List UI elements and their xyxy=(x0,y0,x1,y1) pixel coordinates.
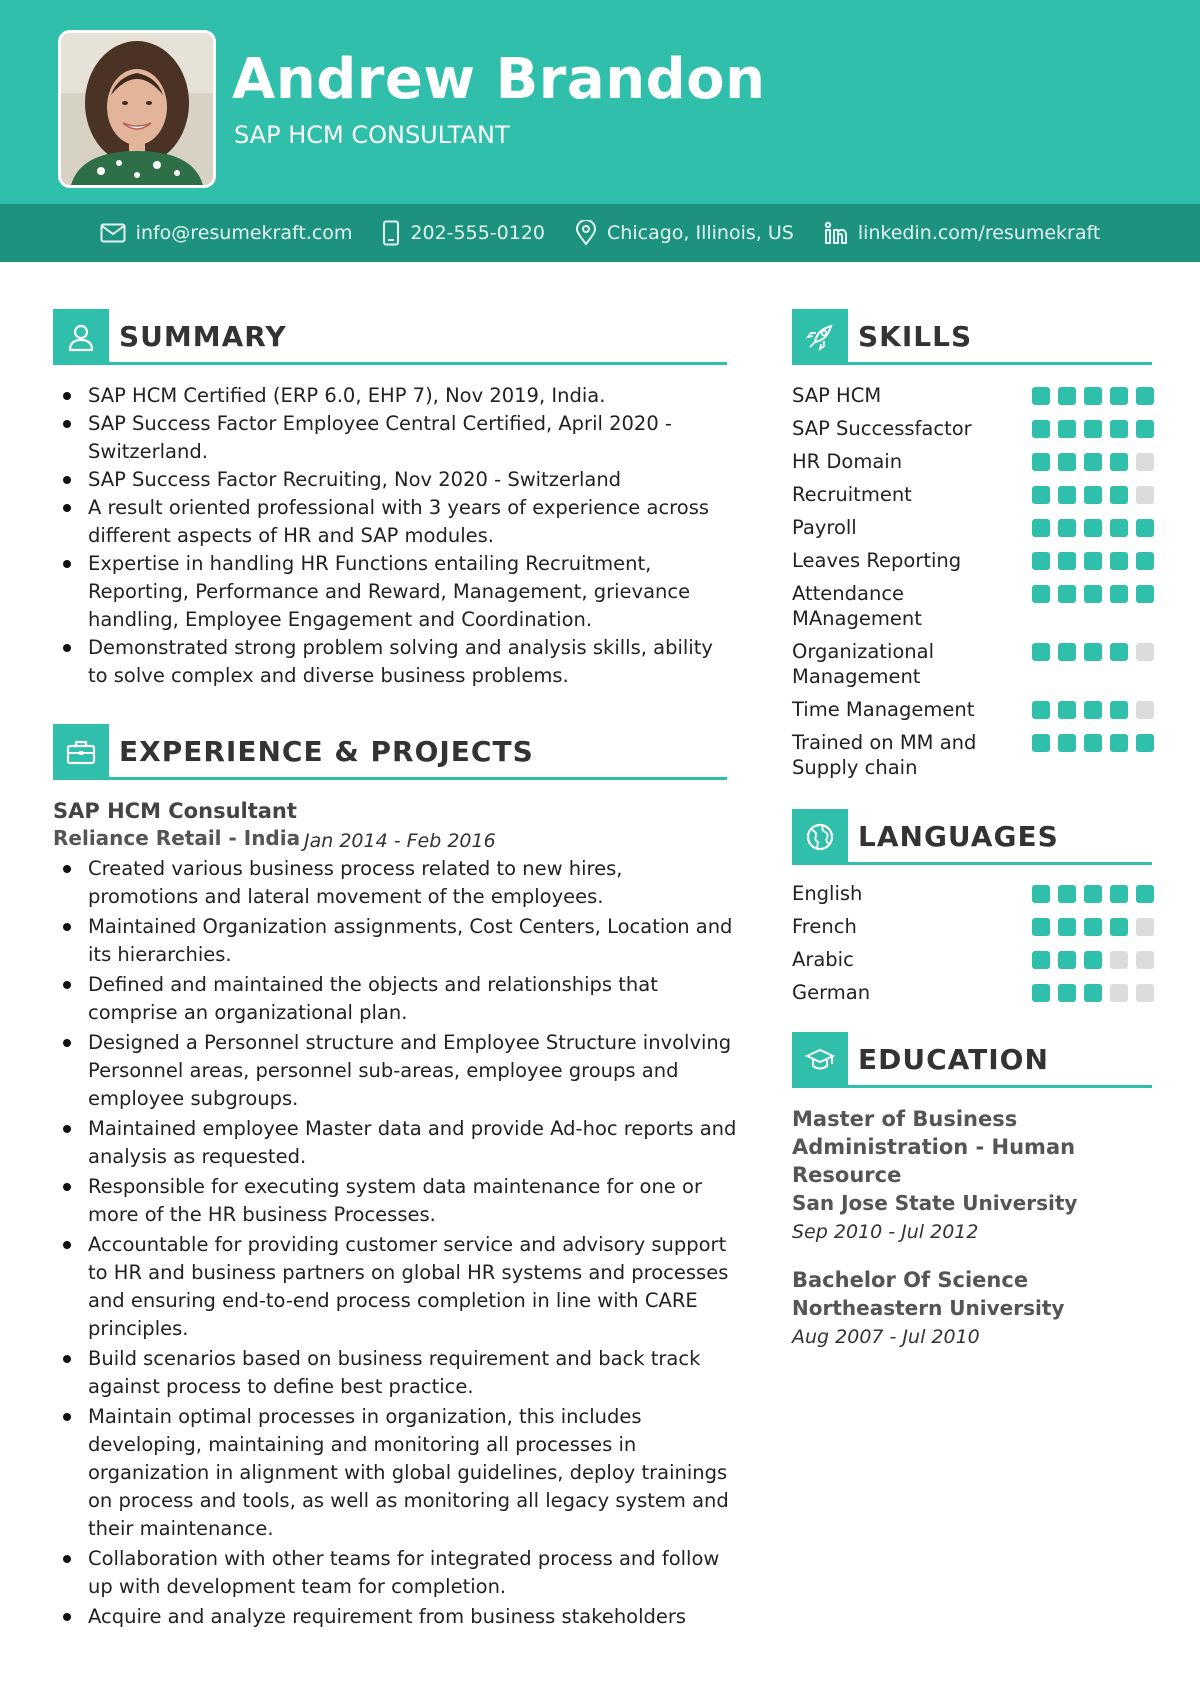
rating-label: Recruitment xyxy=(792,483,912,506)
rating-dot-empty xyxy=(1110,951,1128,969)
rating-dot-filled xyxy=(1110,486,1128,504)
rating-dot-filled xyxy=(1058,885,1076,903)
user-icon xyxy=(53,309,109,365)
rating-dot-filled xyxy=(1136,387,1154,405)
rating-label: French xyxy=(792,915,857,938)
rating-label: English xyxy=(792,882,863,905)
bullet-item: Maintained employee Master data and provide Ad-hoc reports and analysis as requested. xyxy=(53,1115,737,1171)
school: Northeastern University xyxy=(792,1296,1065,1320)
resume-header xyxy=(0,0,1200,204)
rating-dot-filled xyxy=(1110,420,1128,438)
education-heading: EDUCATION xyxy=(858,1043,1049,1076)
skills-heading: SKILLS xyxy=(858,320,973,353)
rating-row xyxy=(792,449,1154,474)
rating-dot-filled xyxy=(1032,643,1050,661)
rating-label: German xyxy=(792,981,871,1004)
rating-row xyxy=(792,515,1154,540)
rating-dots xyxy=(1032,581,1154,603)
linkedin-icon xyxy=(824,221,848,245)
section-divider xyxy=(109,777,727,780)
bullet-item: Accountable for providing customer service and advisory support to HR and business partners on global HR systems and processes and ensuring end-to-end process completion in line with CARE principles. xyxy=(53,1231,737,1343)
rating-dot-filled xyxy=(1110,453,1128,471)
summary-heading: SUMMARY xyxy=(119,320,287,353)
rating-dot-filled xyxy=(1032,486,1050,504)
rating-dot-filled xyxy=(1136,420,1154,438)
rating-dot-filled xyxy=(1058,387,1076,405)
rating-dot-filled xyxy=(1084,951,1102,969)
rating-dot-filled xyxy=(1084,552,1102,570)
rating-dot-filled xyxy=(1136,585,1154,603)
rating-dot-filled xyxy=(1084,643,1102,661)
rating-dots xyxy=(1032,730,1154,752)
rating-dot-filled xyxy=(1084,585,1102,603)
job-dates: Jan 2014 - Feb 2016 xyxy=(304,830,496,852)
rating-label: Trained on MM and Supply chain xyxy=(792,731,977,779)
rating-dot-filled xyxy=(1084,519,1102,537)
bullet-item: Acquire and analyze requirement from business stakeholders xyxy=(53,1603,737,1631)
rating-dot-filled xyxy=(1110,734,1128,752)
rating-dot-filled xyxy=(1032,387,1050,405)
rating-dot-filled xyxy=(1058,453,1076,471)
school: San Jose State University xyxy=(792,1191,1078,1215)
contact-phone-text: 202-555-0120 xyxy=(410,222,546,244)
rating-label: SAP Successfactor xyxy=(792,417,972,440)
rating-dot-empty xyxy=(1110,984,1128,1002)
experience-list xyxy=(53,855,737,1633)
rating-dots xyxy=(1032,947,1154,969)
rating-dots xyxy=(1032,639,1154,661)
rating-dot-filled xyxy=(1032,918,1050,936)
bullet-item: Maintained Organization assignments, Cost Centers, Location and its hierarchies. xyxy=(53,913,737,969)
rating-dot-empty xyxy=(1136,486,1154,504)
candidate-title: SAP HCM CONSULTANT xyxy=(234,121,510,149)
bullet-item: Collaboration with other teams for integrated process and follow up with development team for completion. xyxy=(53,1545,737,1601)
rating-label: SAP HCM xyxy=(792,384,882,407)
education-entry xyxy=(792,1105,1162,1247)
profile-photo xyxy=(58,30,216,188)
contact-bar xyxy=(0,204,1200,262)
rating-dot-filled xyxy=(1110,585,1128,603)
rating-row xyxy=(792,383,1154,408)
rating-dot-filled xyxy=(1032,552,1050,570)
summary-list xyxy=(53,382,733,690)
rating-dot-filled xyxy=(1058,420,1076,438)
rating-dots xyxy=(1032,482,1154,504)
rating-dot-filled xyxy=(1032,734,1050,752)
rating-dot-filled xyxy=(1032,519,1050,537)
rocket-icon xyxy=(792,309,848,365)
map-pin-icon xyxy=(575,220,597,246)
rating-dots xyxy=(1032,416,1154,438)
rating-dot-filled xyxy=(1032,701,1050,719)
rating-dots xyxy=(1032,449,1154,471)
bullet-item: Expertise in handling HR Functions entailing Recruitment, Reporting, Performance and Reward, Management, grievance handling, Employee Engagement and Coordination. xyxy=(53,550,733,634)
rating-label: HR Domain xyxy=(792,450,903,473)
rating-label: Time Management xyxy=(792,698,975,721)
rating-dots xyxy=(1032,914,1154,936)
rating-dot-filled xyxy=(1084,984,1102,1002)
rating-dot-filled xyxy=(1058,701,1076,719)
contact-location-text: Chicago, Illinois, US xyxy=(607,222,794,244)
rating-row xyxy=(792,581,1154,631)
rating-row xyxy=(792,881,1154,906)
bullet-item: Defined and maintained the objects and relationships that comprise an organizational plan. xyxy=(53,971,737,1027)
rating-row xyxy=(792,639,1154,689)
bullet-item: Build scenarios based on business requirement and back track against process to define best practice. xyxy=(53,1345,737,1401)
rating-dot-filled xyxy=(1110,552,1128,570)
rating-dots xyxy=(1032,881,1154,903)
rating-dot-filled xyxy=(1110,701,1128,719)
bullet-item: Responsible for executing system data maintenance for one or more of the HR business Processes. xyxy=(53,1173,737,1229)
job-company: Reliance Retail - India xyxy=(53,826,301,850)
rating-dot-filled xyxy=(1058,519,1076,537)
rating-label: Arabic xyxy=(792,948,854,971)
rating-dots xyxy=(1032,383,1154,405)
bullet-item: Maintain optimal processes in organization, this includes developing, maintaining and monitoring all processes in organization in alignment with global guidelines, deploy trainings on process and tools, as well as monitoring all legacy system and their maintenance. xyxy=(53,1403,737,1543)
rating-dot-filled xyxy=(1136,552,1154,570)
rating-dot-filled xyxy=(1110,918,1128,936)
contact-phone[interactable] xyxy=(382,220,545,246)
bullet-item: A result oriented professional with 3 years of experience across different aspects of HR and SAP modules. xyxy=(53,494,733,550)
rating-row xyxy=(792,482,1154,507)
job-role: SAP HCM Consultant xyxy=(53,799,297,823)
rating-dot-filled xyxy=(1058,486,1076,504)
rating-row xyxy=(792,697,1154,722)
education-dates: Sep 2010 - Jul 2012 xyxy=(792,1221,979,1243)
rating-dot-filled xyxy=(1032,420,1050,438)
rating-dot-filled xyxy=(1058,951,1076,969)
summary-section-header xyxy=(53,309,727,365)
degree: Bachelor Of Science xyxy=(792,1268,1029,1292)
rating-label: Payroll xyxy=(792,516,857,539)
rating-row xyxy=(792,980,1154,1005)
rating-dot-filled xyxy=(1032,585,1050,603)
contact-linkedin-text: linkedin.com/resumekraft xyxy=(857,222,1101,244)
bullet-item: SAP Success Factor Employee Central Certified, April 2020 - Switzerland. xyxy=(53,410,733,466)
contact-email-text: info@resumekraft.com xyxy=(135,222,353,244)
rating-label: Leaves Reporting xyxy=(792,549,962,572)
section-divider xyxy=(109,362,727,365)
rating-row xyxy=(792,548,1154,573)
phone-icon xyxy=(382,220,400,246)
rating-dots xyxy=(1032,697,1154,719)
rating-dot-filled xyxy=(1084,918,1102,936)
rating-dot-empty xyxy=(1136,918,1154,936)
rating-dot-filled xyxy=(1110,885,1128,903)
rating-row xyxy=(792,416,1154,441)
contact-linkedin[interactable] xyxy=(824,221,1101,245)
briefcase-icon xyxy=(53,724,109,780)
rating-dots xyxy=(1032,548,1154,570)
rating-row xyxy=(792,914,1154,939)
experience-section-header xyxy=(53,724,727,780)
languages-section-header xyxy=(792,809,1152,865)
rating-dot-filled xyxy=(1032,984,1050,1002)
rating-dot-filled xyxy=(1058,585,1076,603)
rating-dot-filled xyxy=(1136,734,1154,752)
languages-heading: LANGUAGES xyxy=(858,820,1059,853)
envelope-icon xyxy=(100,223,126,243)
rating-dot-filled xyxy=(1110,643,1128,661)
rating-dot-filled xyxy=(1110,519,1128,537)
skills-section-header xyxy=(792,309,1152,365)
bullet-item: SAP HCM Certified (ERP 6.0, EHP 7), Nov 2019, India. xyxy=(53,382,733,410)
bullet-item: Designed a Personnel structure and Employee Structure involving Personnel areas, personnel sub-areas, employee groups and employee subgroups. xyxy=(53,1029,737,1113)
rating-dot-filled xyxy=(1058,643,1076,661)
bullet-item: Created various business process related to new hires, promotions and lateral movement of the employees. xyxy=(53,855,737,911)
section-divider xyxy=(848,1085,1152,1088)
rating-row xyxy=(792,947,1154,972)
skills-list xyxy=(792,383,1154,780)
rating-dot-filled xyxy=(1058,984,1076,1002)
degree: Master of Business Administration - Human Resource xyxy=(792,1107,1076,1187)
rating-row xyxy=(792,730,1154,780)
rating-dot-filled xyxy=(1032,951,1050,969)
rating-dot-filled xyxy=(1058,734,1076,752)
education-entry xyxy=(792,1266,1162,1352)
rating-dot-empty xyxy=(1136,984,1154,1002)
rating-dots xyxy=(1032,515,1154,537)
experience-heading: EXPERIENCE & PROJECTS xyxy=(119,735,534,768)
rating-dot-filled xyxy=(1136,885,1154,903)
rating-label: Attendance MAnagement xyxy=(792,582,922,630)
section-divider xyxy=(848,362,1152,365)
rating-dot-filled xyxy=(1084,885,1102,903)
rating-dot-empty xyxy=(1136,701,1154,719)
rating-dot-empty xyxy=(1136,951,1154,969)
contact-location[interactable] xyxy=(575,220,794,246)
rating-dot-filled xyxy=(1058,918,1076,936)
bullet-item: Demonstrated strong problem solving and analysis skills, ability to solve complex and diverse business problems. xyxy=(53,634,733,690)
contact-email[interactable] xyxy=(100,222,353,244)
rating-dot-filled xyxy=(1084,486,1102,504)
languages-list xyxy=(792,881,1154,1005)
globe-icon xyxy=(792,809,848,865)
section-divider xyxy=(848,862,1152,865)
rating-dot-empty xyxy=(1136,453,1154,471)
rating-dot-filled xyxy=(1110,387,1128,405)
rating-dot-filled xyxy=(1032,453,1050,471)
rating-label: Organizational Management xyxy=(792,640,935,688)
rating-dot-filled xyxy=(1084,453,1102,471)
rating-dot-filled xyxy=(1084,420,1102,438)
candidate-name: Andrew Brandon xyxy=(232,47,766,112)
rating-dots xyxy=(1032,980,1154,1002)
education-section-header xyxy=(792,1032,1152,1088)
rating-dot-filled xyxy=(1084,387,1102,405)
bullet-item: SAP Success Factor Recruiting, Nov 2020 - Switzerland xyxy=(53,466,733,494)
rating-dot-filled xyxy=(1084,701,1102,719)
rating-dot-filled xyxy=(1032,885,1050,903)
education-dates: Aug 2007 - Jul 2010 xyxy=(792,1326,980,1348)
rating-dot-filled xyxy=(1136,519,1154,537)
graduation-cap-icon xyxy=(792,1032,848,1088)
rating-dot-filled xyxy=(1084,734,1102,752)
rating-dot-filled xyxy=(1058,552,1076,570)
rating-dot-empty xyxy=(1136,643,1154,661)
